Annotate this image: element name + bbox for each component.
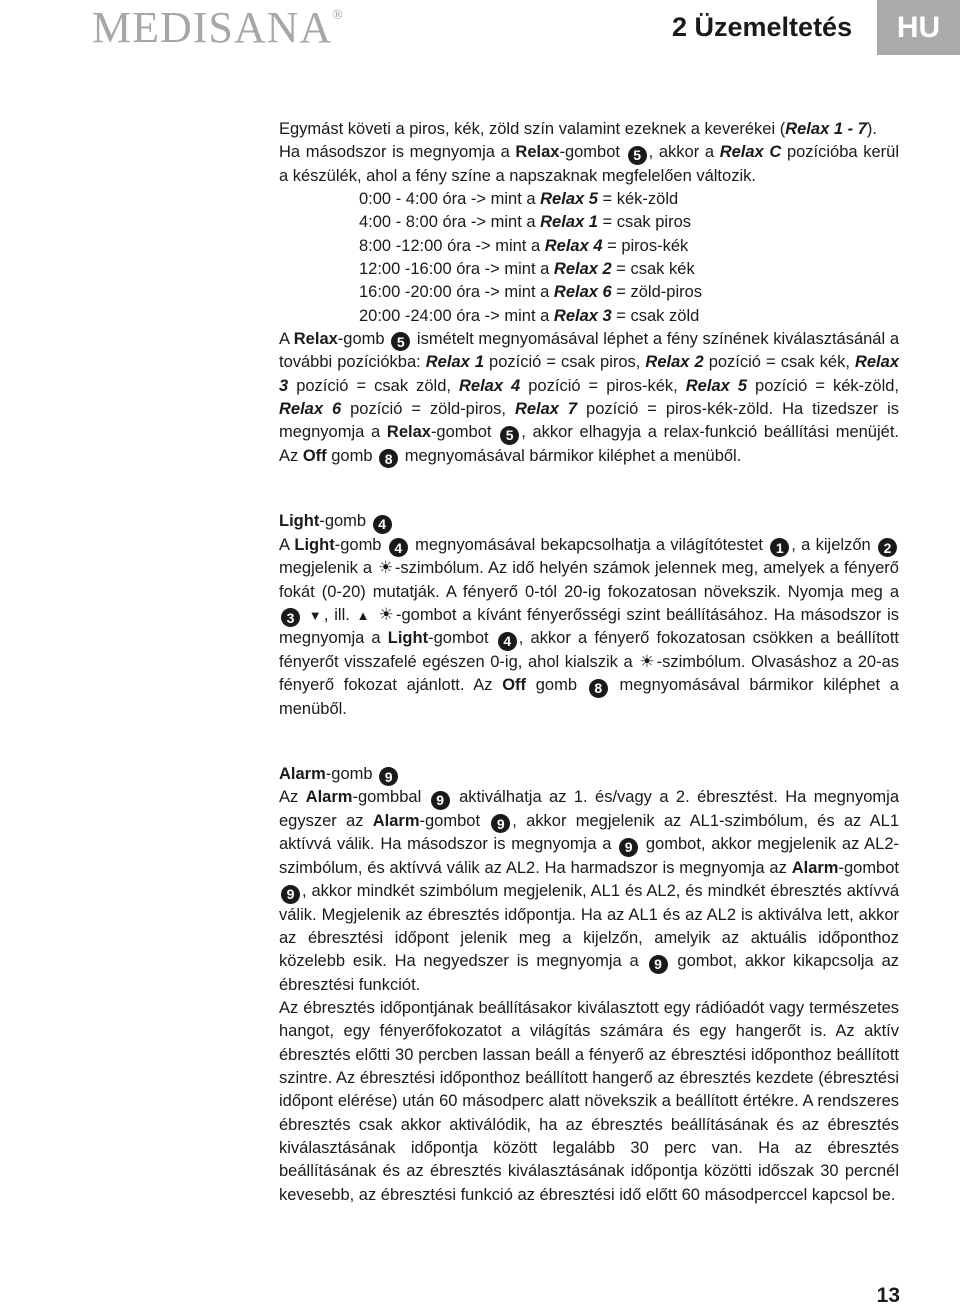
up-arrow-icon: ▲	[356, 607, 371, 623]
relax-c-paragraph: Ha másodszor is megnyomja a Relax-gombot 5 , akkor a Relax C pozícióba kerül a készülék, ahol a fény színe a napszaknak megfelelően változik.	[279, 143, 899, 185]
marker-3-icon: 3	[281, 608, 300, 627]
marker-9-icon: 9	[491, 814, 510, 833]
alarm-heading: Alarm-gomb 9	[279, 763, 899, 787]
alarm-settings-paragraph: Az ébresztés időpontjának beállításakor kiválasztott egy rádióadót vagy természetes hangot, egy fényerőfokozatot a világítás számára és egy hangerőt is. Az aktív ébresztés előtti 30 percben lassan beáll a fényerő az ébresztési időponthoz beállított szintre. Az ébresztési időponthoz beállított hangerő az ébresztés kezdete (ébresztési időpont elérése) után 60 másodperc alatt növekszik a beállított értékre. A rendszeres ébresztés csak akkor aktiválódik, ha az ébresztés beállításának és az ébresztés kiválasztásának időpontja között legalább 30 perc van. Ha az ébresztés beállításának és az ébresztés kiválasztásának időpontja közötti időszak 30 percnél kevesebb, az ébresztési funkció az ébresztési idő előtt 60 másodperccel kapcsol be.	[279, 999, 899, 1204]
marker-4-icon: 4	[498, 632, 517, 651]
marker-9-icon: 9	[649, 955, 668, 974]
marker-4-icon: 4	[373, 515, 392, 534]
marker-5-icon: 5	[628, 146, 647, 165]
marker-8-icon: 8	[589, 679, 608, 698]
relax-positions-paragraph: A Relax-gomb 5 ismételt megnyomásával léphet a fény színének kiválasztásánál a további pozíciókba: Relax 1 pozíció = csak piros, Relax 2 pozíció = csak kék, Relax 3 pozíció = csak zöld, Relax 4 pozíció = piros-kék, Relax 5 pozíció = kék-zöld, Relax 6 pozíció = zöld-piros, Relax 7 pozíció = piros-kék-zöld. Ha tizedszer is megnyomja a Relax-gombot 5 , akkor elhagyja a relax-funkció beállítási menüjét. Az Off gomb 8 megnyomásával bármikor kiléphet a menüből.	[279, 329, 900, 467]
alarm-paragraph: Az Alarm-gombbal 9 aktiválhatja az 1. és/vagy a 2. ébresztést. Ha megnyomja egyszer az Alarm-gombot 9 , akkor megjelenik az AL1-szimbólum, és az AL1 aktívvá válik. Ha másodszor is megnyomja a 9 gombot, akkor megjelenik az AL2-szimbólum, és aktívvá válik az AL2. Ha harmadszor is megnyomja az Alarm-gombot 9 , akkor mindkét szimbólum megjelenik, AL1 és AL2, és mindkét ébresztés aktívvá válik. Megjelenik az ébresztés időpontja. Ha az AL1 és az AL2 is aktiválva lett, akkor az ébresztési időpont jelenik meg a kijelzőn, amelyik az aktuális időponthoz közelebb esik. Ha negyedszer is megnyomja a 9 gombot, akkor kikapcsolja az ébresztési funkciót.	[279, 788, 899, 994]
marker-1-icon: 1	[770, 538, 789, 557]
brightness-sun-icon: ☀	[378, 604, 395, 624]
language-badge: HU	[877, 0, 960, 55]
marker-2-icon: 2	[878, 538, 897, 557]
marker-9-icon: 9	[431, 791, 450, 810]
brand-logo: MEDISANA®	[92, 3, 344, 52]
schedule-row: 0:00 - 4:00 óra -> mint a Relax 5 = kék-zöld	[359, 190, 679, 209]
schedule-row: 20:00 -24:00 óra -> mint a Relax 3 = csak zöld	[359, 306, 700, 325]
relax-schedule	[359, 188, 899, 328]
marker-8-icon: 8	[379, 449, 398, 468]
page-number: 13	[876, 1284, 900, 1307]
light-heading: Light-gomb 4	[279, 510, 899, 534]
light-paragraph: A Light-gomb 4 megnyomásával bekapcsolhatja a világítótestet 1 , a kijelzőn 2 megjelenik a ☀-szimbólum. Az idő helyén számok jelennek meg, amelyek a fényerő fokát (0-20) mutatják. A fényerő 0-tól 20-ig fokozatosan növekszik. Nyomja meg a 3 ▼, ill. ▲ ☀-gombot a kívánt fényerősségi szint beállításához. Ha másodszor is megnyomja a Light-gombot 4 , akkor a fényerő fokozatosan csökken a beállított fényerőt visszafelé egészen 0-ig, ahol kialszik a ☀-szimbólum. Olvasáshoz a 20-as fényerő fokozat ajánlott. Az Off gomb 8 megnyomásával bármikor kiléphet a menüből.	[279, 535, 900, 718]
marker-5-icon: 5	[500, 426, 519, 445]
schedule-row: 12:00 -16:00 óra -> mint a Relax 2 = csak kék	[359, 259, 695, 278]
marker-9-icon: 9	[619, 838, 638, 857]
schedule-row: 4:00 - 8:00 óra -> mint a Relax 1 = csak piros	[359, 213, 692, 232]
schedule-row: 8:00 -12:00 óra -> mint a Relax 4 = piros-kék	[359, 236, 689, 255]
marker-9-icon: 9	[379, 767, 398, 786]
marker-4-icon: 4	[389, 538, 408, 557]
marker-5-icon: 5	[391, 332, 410, 351]
manual-content	[279, 118, 899, 1207]
schedule-row: 16:00 -20:00 óra -> mint a Relax 6 = zöld-piros	[359, 283, 703, 302]
relax-intro: Egymást követi a piros, kék, zöld szín valamint ezeknek a keverékei (Relax 1 - 7).	[279, 120, 877, 138]
section-title: 2 Üzemeltetés	[672, 12, 853, 42]
brightness-sun-icon: ☀	[639, 651, 656, 671]
marker-9-icon: 9	[281, 885, 300, 904]
down-arrow-icon: ▼	[308, 607, 323, 623]
brightness-sun-icon: ☀	[378, 558, 394, 578]
